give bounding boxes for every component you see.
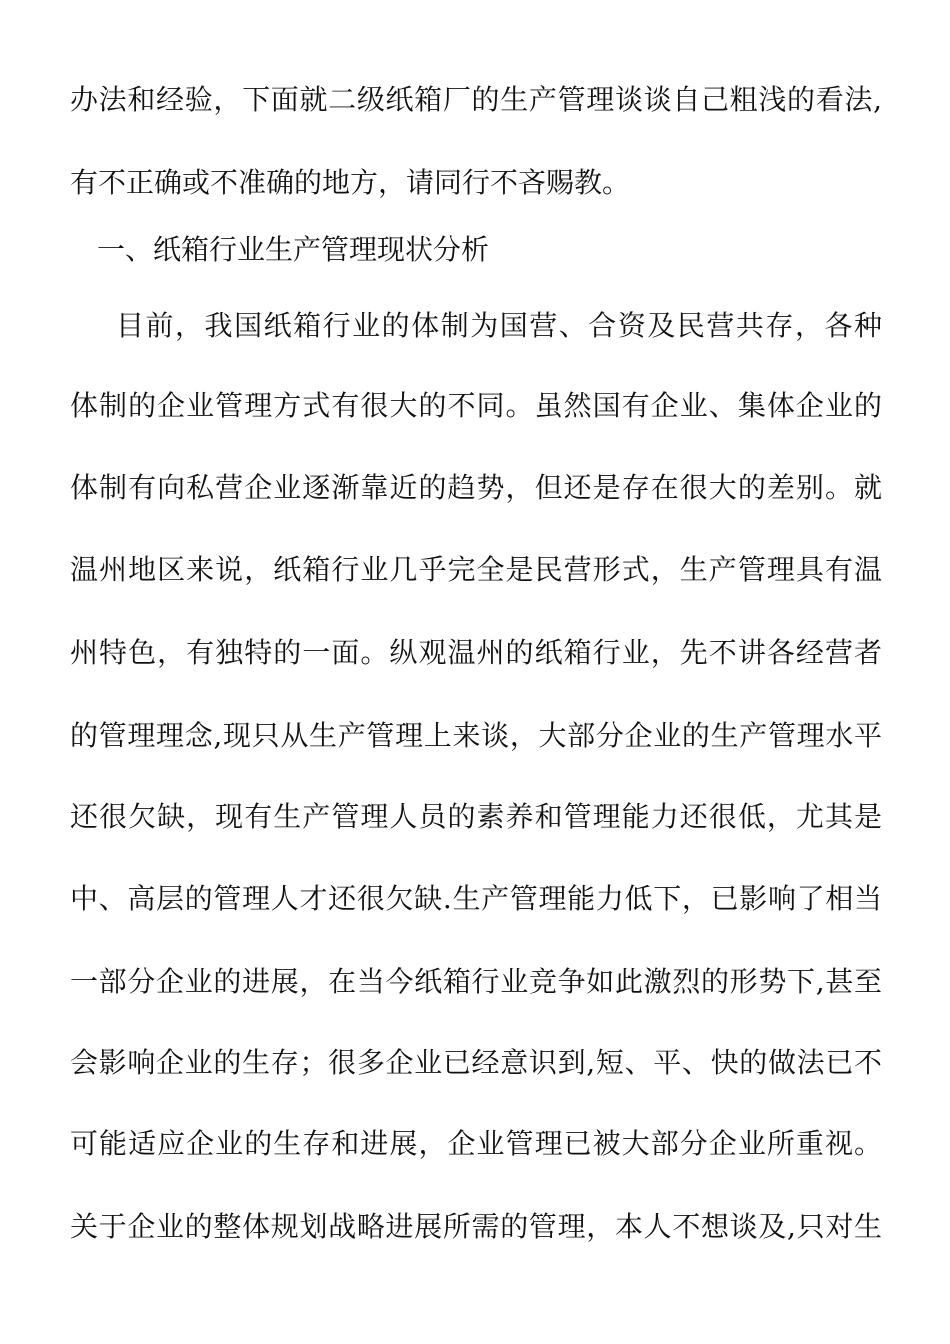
paragraph-line: 办法和经验，下面就二级纸箱厂的生产管理谈谈自己粗浅的看法, (70, 83, 882, 116)
paragraph-line: 目前，我国纸箱行业的体制为国营、合资及民营共存，各种 (116, 309, 882, 342)
paragraph-line: 可能适应企业的生存和进展，企业管理已被大部分企业所重视。 (70, 1127, 882, 1160)
paragraph-line: 一部分企业的进展，在当今纸箱行业竞争如此激烈的形势下,甚至 (70, 965, 882, 998)
paragraph-line: 的管理理念,现只从生产管理上来谈，大部分企业的生产管理水平 (70, 719, 882, 752)
paragraph-line: 还很欠缺，现有生产管理人员的素养和管理能力还很低，尤其是 (70, 800, 882, 833)
paragraph-line: 体制的企业管理方式有很大的不同。虽然国有企业、集体企业的 (70, 389, 882, 422)
paragraph-line: 会影响企业的生存；很多企业已经意识到,短、平、快的做法已不 (70, 1046, 882, 1079)
paragraph-line: 关于企业的整体规划战略进展所需的管理，本人不想谈及,只对生 (70, 1210, 882, 1243)
paragraph-line: 州特色，有独特的一面。纵观温州的纸箱行业，先不讲各经营者 (70, 636, 882, 669)
paragraph-line: 体制有向私营企业逐渐靠近的趋势，但还是存在很大的差别。就 (70, 471, 882, 504)
paragraph-line: 温州地区来说，纸箱行业几乎完全是民营形式，生产管理具有温 (70, 553, 882, 586)
section-heading: 一、纸箱行业生产管理现状分析 (97, 233, 490, 266)
paragraph-line: 中、高层的管理人才还很欠缺.生产管理能力低下，已影响了相当 (70, 882, 882, 915)
paragraph-line: 有不正确或不准确的地方，请同行不吝赐教。 (70, 166, 631, 199)
